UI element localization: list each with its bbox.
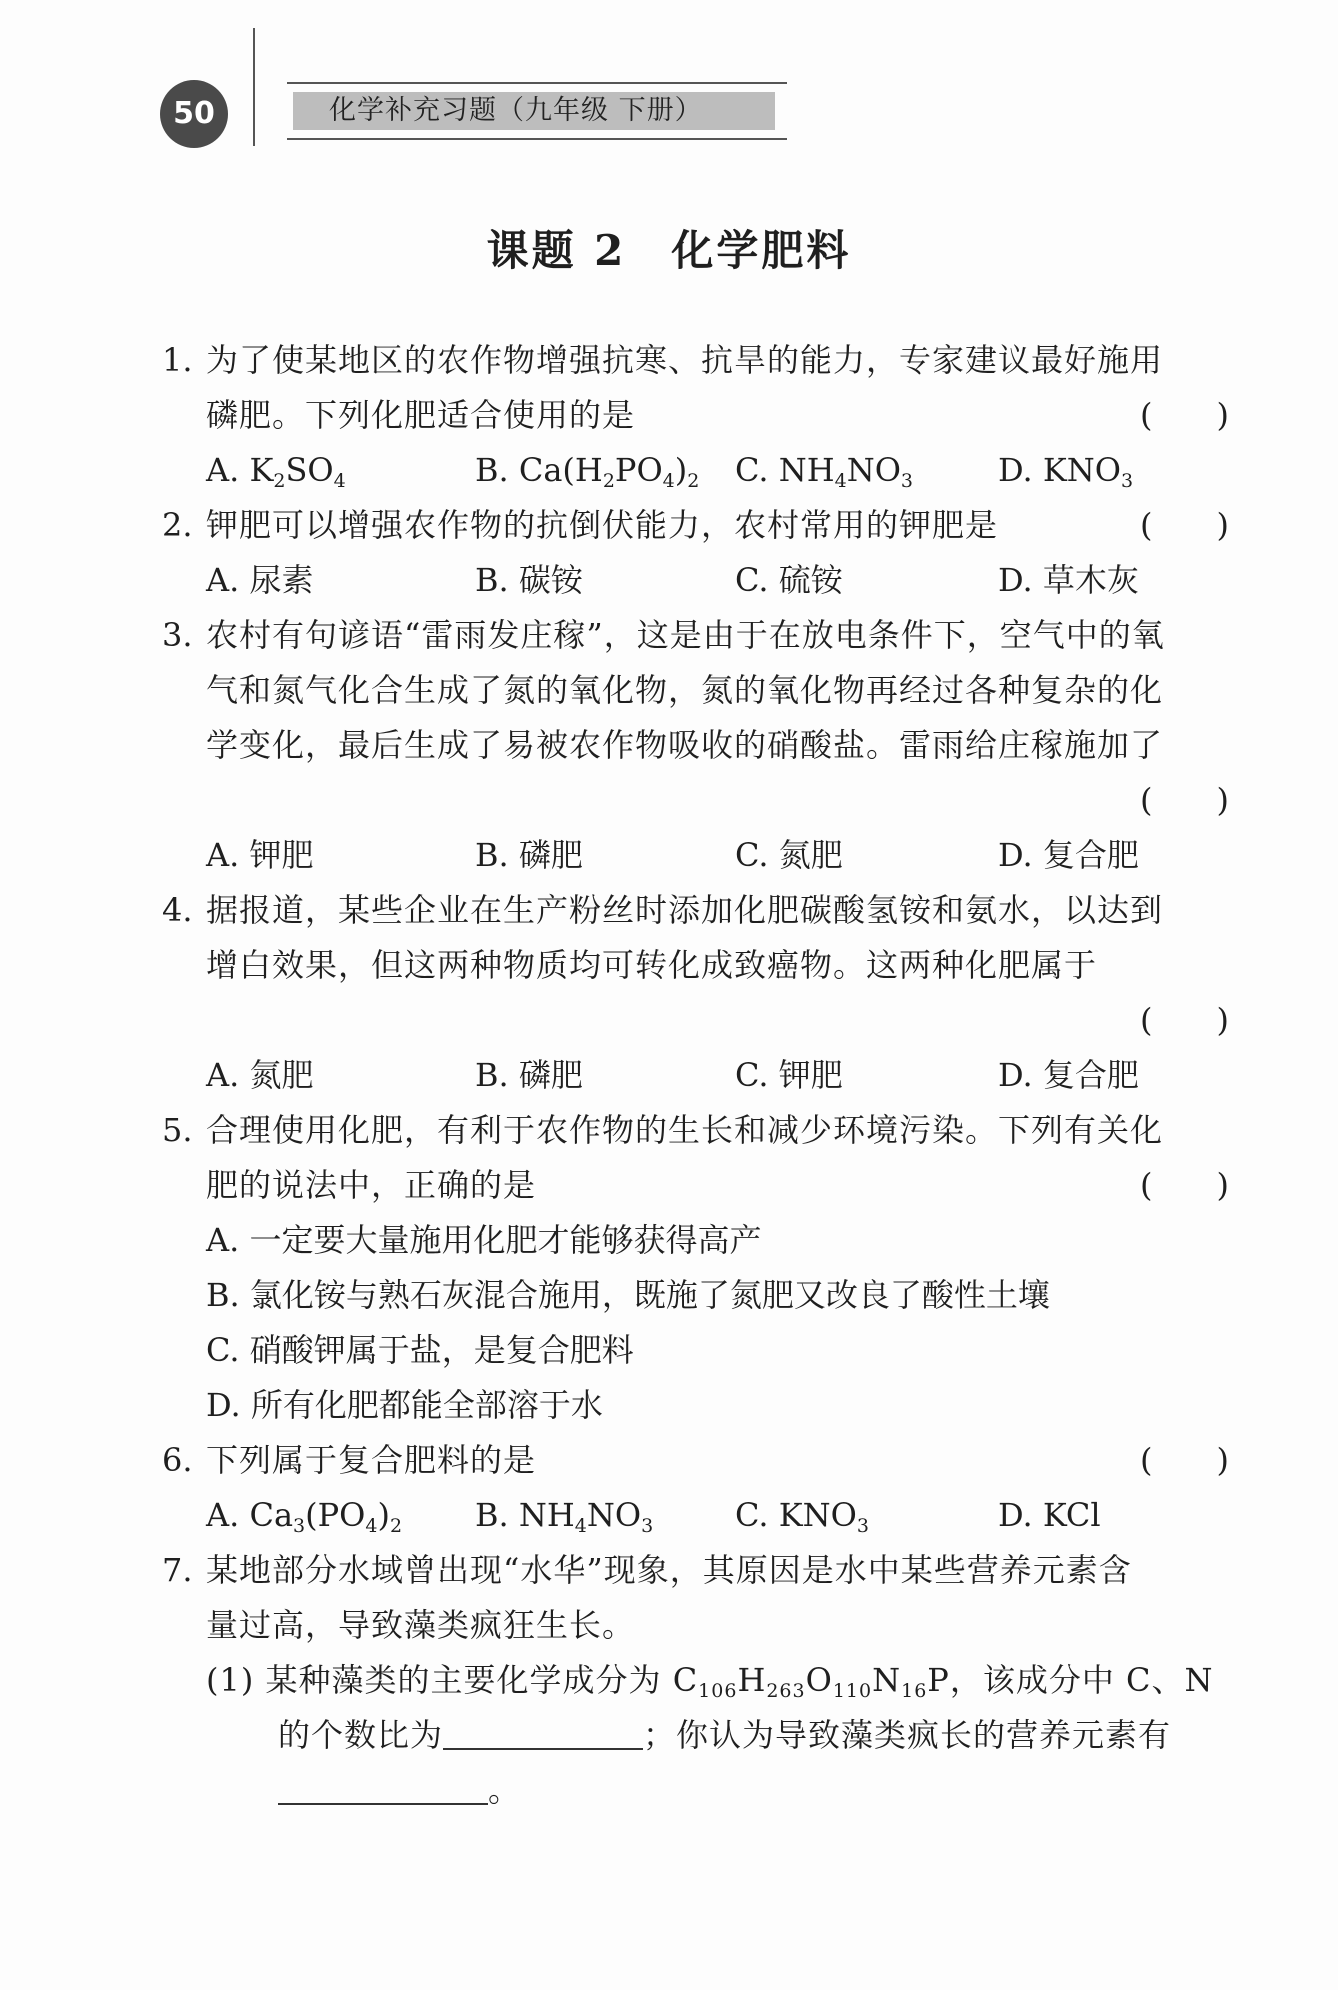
question-number: 7. xyxy=(162,1551,193,1589)
question-text: 量过高，导致藻类疯狂生长。 xyxy=(206,1606,636,1644)
question-number: 1. xyxy=(162,341,193,379)
question-number: 6. xyxy=(162,1441,193,1479)
option-c: C. $KNO_3$ xyxy=(735,1496,869,1537)
question-text: 磷肥。下列化肥适合使用的是 xyxy=(206,396,636,434)
question-text: 为了使某地区的农作物增强抗寒、抗旱的能力，专家建议最好施用 xyxy=(206,341,1164,379)
option-b: B. 碳铵 xyxy=(475,561,583,599)
question-text: 农村有句谚语“雷雨发庄稼”，这是由于在放电条件下，空气中的氧 xyxy=(206,616,1165,654)
option-c: C. 硫铵 xyxy=(735,561,843,599)
header-rule-top xyxy=(287,82,787,84)
option-d: D. 复合肥 xyxy=(998,836,1139,874)
option-b: B. 氯化铵与熟石灰混合施用，既施了氮肥又改良了酸性土壤 xyxy=(206,1276,1050,1314)
answer-parentheses: ( ) xyxy=(1140,396,1229,434)
option-a: A. 钾肥 xyxy=(206,836,314,874)
answer-parentheses: ( ) xyxy=(1140,1441,1229,1479)
answer-parentheses: ( ) xyxy=(1140,781,1229,819)
option-d: D. $KNO_3$ xyxy=(998,451,1134,492)
answer-parentheses: ( ) xyxy=(1140,1001,1229,1039)
book-title: 化学补充习题（九年级 下册） xyxy=(293,92,775,130)
header-divider xyxy=(253,28,255,146)
question-number: 5. xyxy=(162,1111,193,1149)
option-c: C. 钾肥 xyxy=(735,1056,843,1094)
sub-question-1: (1) 某种藻类的主要化学成分为 $C_{106}H_{263}O_{110}N_{16}P$，该成分中 C、N xyxy=(206,1661,1214,1702)
option-b: B. $Ca(H_2PO_4)_2$ xyxy=(475,451,700,492)
header-rule-bottom xyxy=(287,138,787,140)
question-number: 2. xyxy=(162,506,193,544)
question-text: 学变化，最后生成了易被农作物吸收的硝酸盐。雷雨给庄稼施加了 xyxy=(206,726,1164,764)
question-text: 据报道，某些企业在生产粉丝时添加化肥碳酸氢铵和氨水，以达到 xyxy=(206,891,1164,929)
page-number: 50 xyxy=(160,80,228,148)
question-text: 某地部分水域曾出现“水华”现象，其原因是水中某些营养元素含 xyxy=(206,1551,1132,1589)
option-d: D. KCl xyxy=(998,1496,1101,1534)
option-a: A. $K_2SO_4$ xyxy=(206,451,346,492)
option-d: D. 所有化肥都能全部溶于水 xyxy=(206,1386,603,1424)
question-text: 钾肥可以增强农作物的抗倒伏能力，农村常用的钾肥是 xyxy=(206,506,999,544)
option-b: B. 磷肥 xyxy=(475,1056,583,1094)
question-text: 肥的说法中，正确的是 xyxy=(206,1166,537,1204)
answer-parentheses: ( ) xyxy=(1140,1166,1229,1204)
option-a: A. 尿素 xyxy=(206,561,314,599)
answer-blank-elements[interactable] xyxy=(278,1773,488,1805)
option-a: A. $Ca_3(PO_4)_2$ xyxy=(206,1496,403,1537)
option-d: D. 复合肥 xyxy=(998,1056,1139,1094)
option-a: A. 氮肥 xyxy=(206,1056,314,1094)
question-text: 下列属于复合肥料的是 xyxy=(206,1441,537,1479)
lesson-title: 课题 2 化学肥料 xyxy=(486,226,852,275)
option-b: B. 磷肥 xyxy=(475,836,583,874)
option-c: C. 氮肥 xyxy=(735,836,843,874)
answer-blank-ratio[interactable] xyxy=(443,1718,643,1750)
answer-parentheses: ( ) xyxy=(1140,506,1229,544)
sub-question-1-cont: 的个数比为 ；你认为导致藻类疯长的营养元素有 xyxy=(278,1716,1172,1754)
option-b: B. $NH_4NO_3$ xyxy=(475,1496,654,1537)
question-number: 4. xyxy=(162,891,193,929)
option-c: C. $NH_4NO_3$ xyxy=(735,451,914,492)
question-number: 3. xyxy=(162,616,193,654)
question-text: 气和氮气化合生成了氮的氧化物，氮的氧化物再经过各种复杂的化 xyxy=(206,671,1164,709)
question-text: 增白效果，但这两种物质均可转化成致癌物。这两种化肥属于 xyxy=(206,946,1098,984)
question-text: 合理使用化肥，有利于农作物的生长和减少环境污染。下列有关化 xyxy=(206,1111,1164,1149)
option-a: A. 一定要大量施用化肥才能够获得高产 xyxy=(206,1221,762,1259)
sub-question-1-end: 。 xyxy=(278,1770,521,1810)
option-d: D. 草木灰 xyxy=(998,561,1139,599)
option-c: C. 硝酸钾属于盐，是复合肥料 xyxy=(206,1331,634,1369)
